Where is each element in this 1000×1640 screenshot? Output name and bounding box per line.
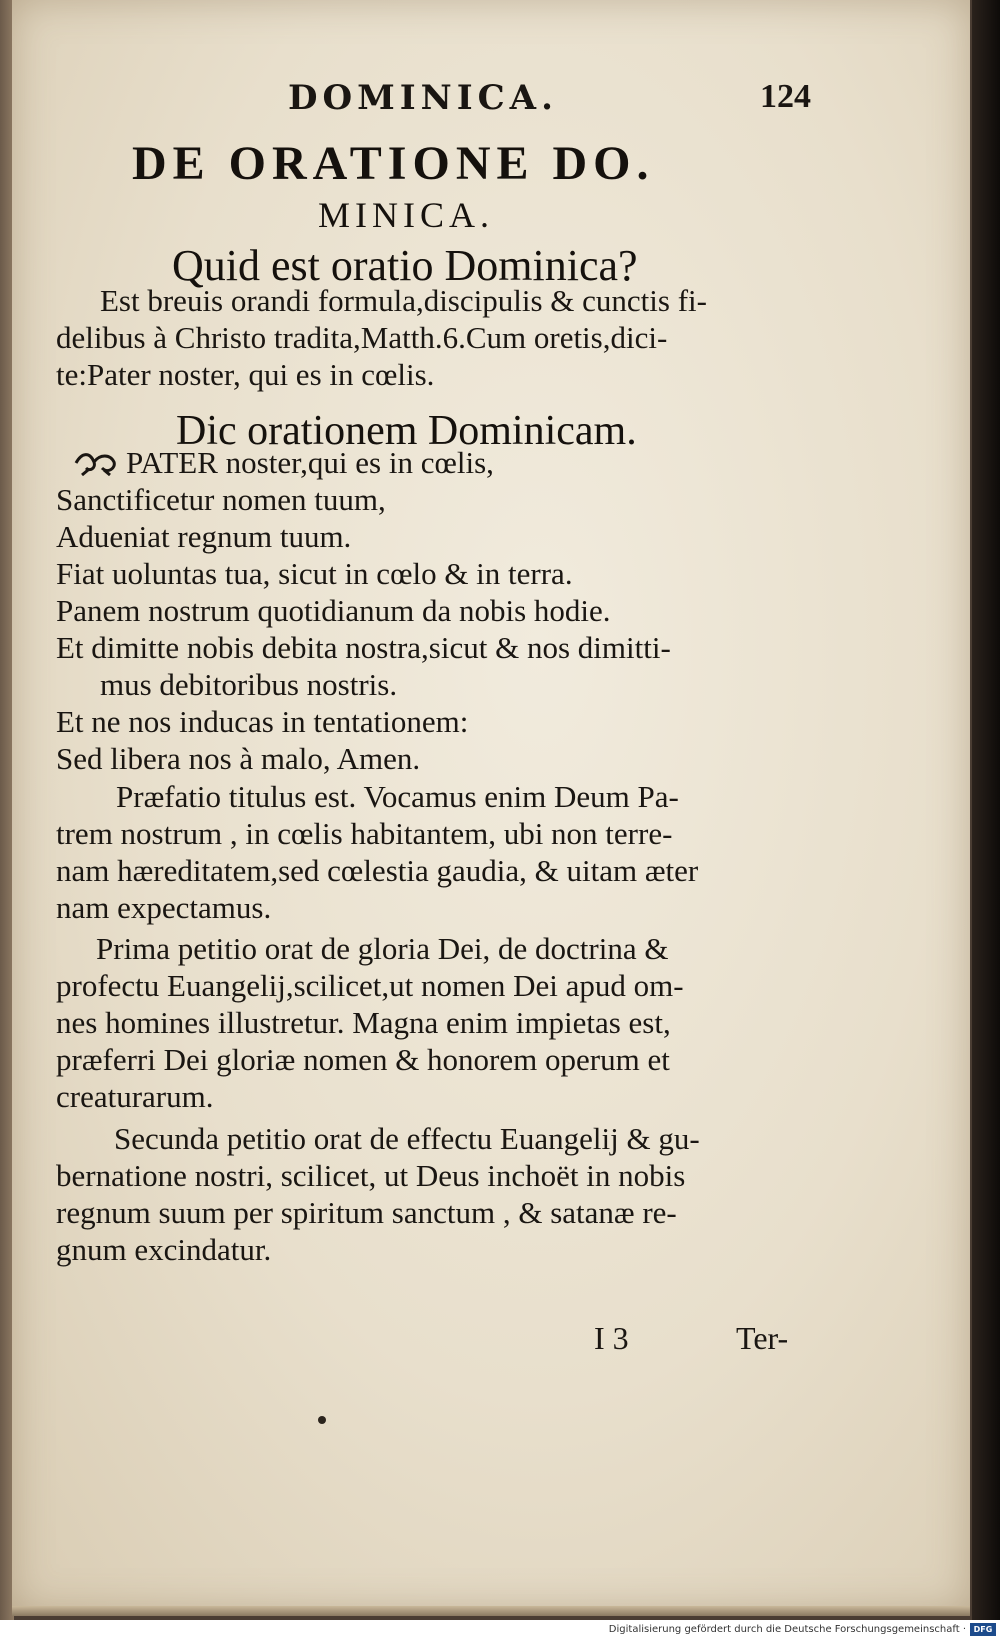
text-line: delibus à Christo tradita,Matth.6.Cum oretis,dici- (56, 320, 668, 355)
text-line: gnum excindatur. (56, 1232, 272, 1267)
prayer-line: Panem nostrum quotidianum da nobis hodie. (56, 593, 611, 628)
ink-dot (318, 1416, 326, 1424)
footer-credit: Digitalisierung gefördert durch die Deutsche Forschungsgemeinschaft · (608, 1624, 966, 1635)
text-line: bernatione nostri, scilicet, ut Deus inchoët in nobis (56, 1158, 686, 1193)
prayer-line: Sed libera nos à malo, Amen. (56, 741, 421, 776)
text-line: creaturarum. (56, 1079, 214, 1114)
text-line: te:Pater noster, qui es in cœlis. (56, 357, 435, 392)
page-edge (12, 1606, 970, 1616)
prayer-line: Adueniat regnum tuum. (56, 519, 352, 554)
text-line: nes homines illustretur. Magna enim impietas est, (56, 1005, 671, 1040)
dic-heading: Dic orationem Dominicam. (176, 408, 637, 454)
prayer-line: Sanctificetur nomen tuum, (56, 482, 386, 517)
prayer-line: PATER noster,qui es in cœlis, (126, 445, 494, 480)
paragraph-secunda-petitio (56, 1120, 816, 1268)
question-heading: Quid est oratio Dominica? (172, 241, 638, 290)
text-line: Præfatio titulus est. Vocamus enim Deum Pa- (116, 779, 679, 814)
prayer-line: Fiat uoluntas tua, sicut in cœlo & in terra. (56, 556, 573, 591)
backdrop-right (972, 0, 1000, 1640)
text-line: Est breuis orandi formula,discipulis & cunctis fi- (100, 283, 707, 318)
answer-paragraph (56, 282, 816, 393)
paragraph-prefatio (56, 778, 816, 926)
text-line: nam expectamus. (56, 890, 272, 925)
fleuron-icon (74, 450, 118, 476)
text-line: Secunda petitio orat de effectu Euangelij & gu- (114, 1121, 700, 1156)
running-head: DOMINICA. (288, 78, 558, 118)
text-line: trem nostrum , in cœlis habitantem, ubi non terre- (56, 816, 673, 851)
title-line-2: MINICA. (318, 195, 494, 235)
prayer-line: Et dimitte nobis debita nostra,sicut & nos dimitti- (56, 630, 671, 665)
text-line: præferri Dei gloriæ nomen & honorem operum et (56, 1042, 670, 1077)
paragraph-prima-petitio (56, 930, 816, 1115)
dfg-logo: DFG (970, 1623, 996, 1636)
text-line: nam hæreditatem,sed cœlestia gaudia, & uitam æter (56, 853, 699, 888)
text-line: Prima petitio orat de gloria Dei, de doctrina & (96, 931, 669, 966)
prayer-first-line (56, 444, 816, 481)
signature-mark: I 3 (594, 1320, 629, 1356)
prayer-line: Et ne nos inducas in tentationem: (56, 704, 469, 739)
catchword: Ter- (736, 1320, 789, 1356)
prayer-line: mus debitoribus nostris. (100, 667, 398, 702)
prayer-block (56, 444, 816, 777)
text-line: regnum suum per spiritum sanctum , & satanæ re- (56, 1195, 677, 1230)
page-number: 124 (760, 78, 811, 115)
text-line: profectu Euangelij,scilicet,ut nomen Dei apud om- (56, 968, 684, 1003)
title-line-1: DE ORATIONE DO. (132, 137, 655, 190)
